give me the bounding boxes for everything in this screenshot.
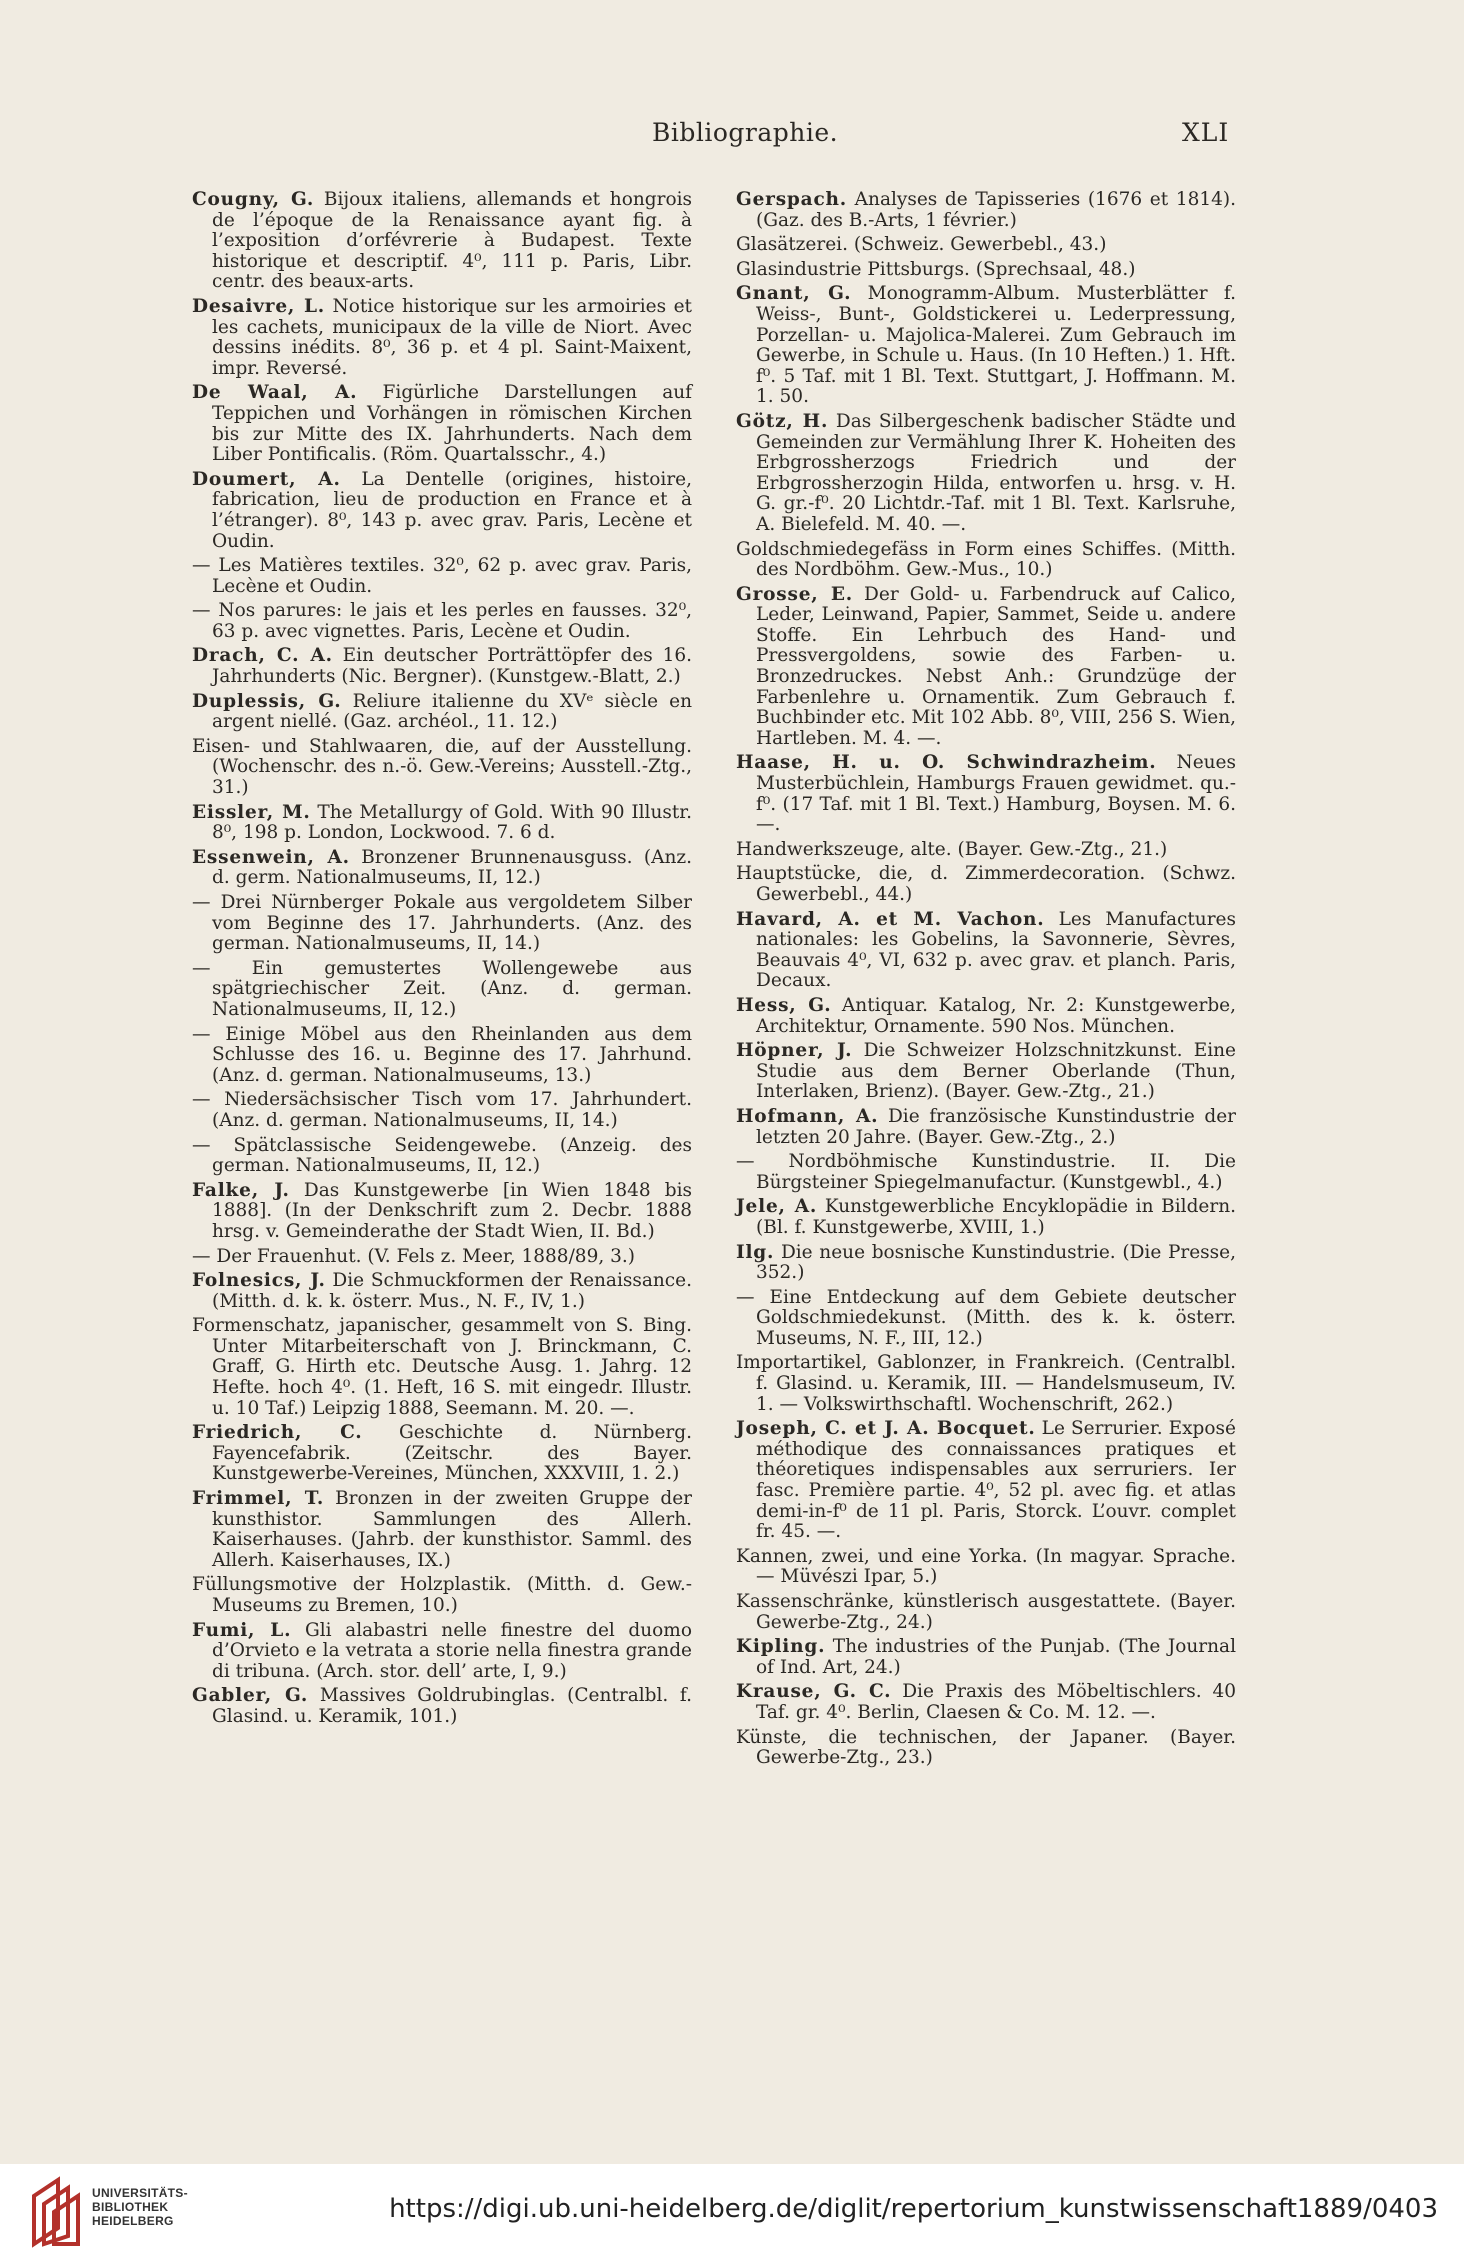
- bibliography-entry: [736, 910, 1236, 992]
- entry-text: — Einige Möbel aus den Rheinlanden aus dem Schlusse des 16. u. Beginne des 17. Jahrhund. (Anz. d. german. Nationalmuseums, 13.): [192, 1023, 692, 1086]
- bibliography-entry: [192, 1025, 692, 1087]
- bibliography-entry: [192, 1575, 692, 1616]
- entry-text: Formenschatz, japanischer, gesammelt von S. Bing. Unter Mitarbeiterschaft von J. Brinckmann, C. Graff, G. Hirth etc. Deutsche Ausg. 1. Jahrg. 12 Hefte. hoch 4⁰. (1. Heft, 16 S. mit eingedr. Illustr. u. 10 Taf.) Leipzig 1888, Seemann. M. 20. —.: [192, 1315, 692, 1419]
- footer-bar: [0, 2164, 1464, 2264]
- entry-text: Reliure italienne du XVᵉ siècle en argent niellé. (Gaz. archéol., 11. 12.): [212, 690, 692, 733]
- bibliography-entry: [736, 260, 1236, 281]
- bibliography-entry: [192, 1686, 692, 1727]
- bibliography-entry: [736, 1288, 1236, 1350]
- entry-author: Friedrich, C.: [192, 1422, 363, 1444]
- bibliography-entry: [736, 1197, 1236, 1238]
- bibliography-entry: [192, 1181, 692, 1243]
- entry-author: Doumert, A.: [192, 468, 341, 490]
- library-name-line: UNIVERSITÄTS-: [92, 2186, 188, 2200]
- entry-text: Ein deutscher Porträttöpfer des 16. Jahrhunderts (Nic. Bergner). (Kunstgew.-Blatt, 2.): [212, 645, 692, 688]
- bibliography-entry: [736, 540, 1236, 581]
- bibliography-entry: [736, 1728, 1236, 1769]
- library-logo-icon: [30, 2176, 84, 2248]
- bibliography-entry: [736, 753, 1236, 835]
- bibliography-entry: [736, 284, 1236, 408]
- page-number: XLI: [1182, 118, 1230, 147]
- entry-author: Höpner, J.: [736, 1040, 853, 1062]
- entry-text: Bronzen in der zweiten Gruppe der kunsthistor. Sammlungen des Allerh. Kaiserhauses. (Jahrb. der kunsthistor. Samml. des Allerh. Kaiserhauses, IX.): [212, 1488, 692, 1571]
- right-column: [736, 190, 1236, 1773]
- entry-author: Kipling.: [736, 1636, 826, 1658]
- entry-text: — Drei Nürnberger Pokale aus vergoldetem Silber vom Beginne des 17. Jahrhunderts. (Anz. des german. Nationalmuseums, II, 14.): [192, 892, 692, 955]
- entry-text: Monogramm-Album. Musterblätter f. Weiss-, Bunt-, Goldstickerei u. Lederpressung, Porzellan- u. Majolica-Malerei. Zum Gebrauch im Gewerbe, in Schule u. Haus. (In 10 Heften.) 1. Hft. f⁰. 5 Taf. mit 1 Bl. Text. Stuttgart, J. Hoffmann. M. 1. 50.: [756, 283, 1236, 408]
- entry-text: — Nos parures: le jais et les perles en fausses. 32⁰, 63 p. avec vignettes. Paris, Lecène et Oudin.: [192, 600, 692, 642]
- bibliography-entry: [192, 1423, 692, 1485]
- entry-text: — Ein gemustertes Wollengewebe aus spätgriechischer Zeit. (Anz. d. german. Nationalmuseums, II, 12.): [192, 957, 692, 1020]
- bibliography-entry: [192, 1489, 692, 1571]
- entry-text: Das Kunstgewerbe [in Wien 1848 bis 1888]. (In der Denkschrift zum 2. Decbr. 1888 hrsg. v. Gemeinderathe der Stadt Wien, II. Bd.): [212, 1179, 692, 1242]
- entry-text: Goldschmiedegefäss in Form eines Schiffes. (Mitth. des Nordböhm. Gew.-Mus., 10.): [736, 538, 1236, 581]
- bibliography-entry: [192, 556, 692, 597]
- bibliography-entry: [192, 848, 692, 889]
- entry-text: Antiquar. Katalog, Nr. 2: Kunstgewerbe, Architektur, Ornamente. 590 Nos. München.: [756, 994, 1236, 1037]
- bibliography-entry: [736, 1041, 1236, 1103]
- entry-text: Neues Musterbüchlein, Hamburgs Frauen gewidmet. qu.-f⁰. (17 Taf. mit 1 Bl. Text.) Hamburg, Boysen. M. 6. —.: [756, 752, 1236, 836]
- entry-text: Le Serrurier. Exposé méthodique des connaissances pratiques et théoretiques indispensables aux serruriers. Ier fasc. Première partie. 4⁰, 52 pl. avec fig. et atlas demi-in-f⁰ de 11 pl. Paris, Storck. L’ouvr. complet fr. 45. —.: [756, 1418, 1236, 1543]
- page-title: Bibliographie.: [652, 118, 839, 147]
- entry-text: — Eine Entdeckung auf dem Gebiete deutscher Goldschmiedekunst. (Mitth. des k. k. österr. Museums, N. F., III, 12.): [736, 1286, 1236, 1349]
- entry-author: Eissler, M.: [192, 801, 311, 823]
- entry-author: Joseph, C. et J. A. Bocquet.: [736, 1418, 1036, 1440]
- bibliography-entry: [192, 893, 692, 955]
- bibliography-entry: [736, 1419, 1236, 1543]
- bibliography-entry: [736, 864, 1236, 905]
- entry-author: Frimmel, T.: [192, 1488, 325, 1510]
- entry-text: Kannen, zwei, und eine Yorka. (In magyar. Sprache. — Müvészi Ipar, 5.): [736, 1545, 1236, 1588]
- entry-text: — Spätclassische Seidengewebe. (Anzeig. des german. Nationalmuseums, II, 12.): [192, 1134, 692, 1177]
- entry-text: Die neue bosnische Kunstindustrie. (Die Presse, 352.): [756, 1241, 1236, 1284]
- bibliography-entry: [192, 1316, 692, 1419]
- left-column: [192, 190, 692, 1732]
- entry-text: — Der Frauenhut. (V. Fels z. Meer, 1888/89, 3.): [192, 1245, 635, 1267]
- library-name: [92, 2186, 188, 2228]
- entry-author: Gnant, G.: [736, 283, 852, 305]
- entry-author: Havard, A. et M. Vachon.: [736, 908, 1045, 930]
- entry-text: — Niedersächsischer Tisch vom 17. Jahrhundert. (Anz. d. german. Nationalmuseums, II, 14.): [192, 1089, 692, 1131]
- entry-text: Hauptstücke, die, d. Zimmerdecoration. (Schwz. Gewerbebl., 44.): [736, 863, 1236, 905]
- bibliography-entry: [192, 1271, 692, 1312]
- entry-author: Götz, H.: [736, 410, 829, 432]
- entry-author: Cougny, G.: [192, 189, 315, 210]
- entry-text: Die Schweizer Holzschnitzkunst. Eine Studie aus dem Berner Oberlande (Thun, Interlaken, Brienz). (Bayer. Gew.-Ztg., 21.): [756, 1040, 1236, 1103]
- running-header: [0, 118, 1464, 158]
- bibliography-entry: [192, 1136, 692, 1177]
- entry-text: Handwerkszeuge, alte. (Bayer. Gew.-Ztg., 21.): [736, 838, 1168, 860]
- entry-text: La Dentelle (origines, histoire, fabrication, lieu de production en France et à l’étranger). 8⁰, 143 p. avec grav. Paris, Lecène et Oudin.: [212, 468, 692, 552]
- bibliography-entry: [736, 1353, 1236, 1415]
- bibliography-entry: [736, 840, 1236, 861]
- entry-author: Hess, G.: [736, 994, 832, 1016]
- bibliography-entry: [736, 1243, 1236, 1284]
- entry-text: Kunstgewerbliche Encyklopädie in Bildern. (Bl. f. Kunstgewerbe, XVIII, 1.): [756, 1196, 1237, 1238]
- bibliography-entry: [736, 1637, 1236, 1678]
- entry-text: Die französische Kunstindustrie der letzten 20 Jahre. (Bayer. Gew.-Ztg., 2.): [756, 1105, 1236, 1148]
- bibliography-entry: [192, 297, 692, 379]
- library-name-line: BIBLIOTHEK: [92, 2200, 169, 2214]
- bibliography-entry: [192, 601, 692, 642]
- entry-author: Duplessis, G.: [192, 690, 342, 712]
- bibliography-entry: [192, 1090, 692, 1131]
- bibliography-entry: [736, 412, 1236, 536]
- library-name-line: HEIDELBERG: [92, 2214, 174, 2228]
- bibliography-entry: [192, 692, 692, 733]
- entry-text: Eisen- und Stahlwaaren, die, auf der Ausstellung. (Wochenschr. des n.-ö. Gew.-Vereins; Ausstell.-Ztg., 31.): [192, 735, 692, 799]
- entry-text: — Les Matières textiles. 32⁰, 62 p. avec grav. Paris, Lecène et Oudin.: [192, 555, 692, 597]
- entry-author: Gerspach.: [736, 189, 848, 210]
- entry-text: Bronzener Brunnenausguss. (Anz. d. germ. Nationalmuseums, II, 12.): [212, 846, 692, 889]
- entry-author: Folnesics, J.: [192, 1270, 326, 1292]
- bibliography-entry: [192, 190, 692, 293]
- bibliography-entry: [192, 470, 692, 552]
- entry-text: Gli alabastri nelle finestre del duomo d’Orvieto e la vetrata a storie nella finestra grande di tribuna. (Arch. stor. dell’ arte, I, 9.): [212, 1619, 692, 1682]
- entry-author: Haase, H. u. O. Schwindrazheim.: [736, 752, 1157, 774]
- entry-text: Geschichte d. Nürnberg. Fayencefabrik. (Zeitschr. des Bayer. Kunstgewerbe-Vereines, München, XXXVIII, 1. 2.): [212, 1422, 692, 1485]
- bibliography-entry: [736, 1682, 1236, 1723]
- entry-author: Drach, C. A.: [192, 645, 333, 667]
- bibliography-entry: [736, 1107, 1236, 1148]
- entry-text: Füllungsmotive der Holzplastik. (Mitth. d. Gew.-Museums zu Bremen, 10.): [192, 1574, 692, 1616]
- bibliography-entry: [192, 959, 692, 1021]
- entry-text: Massives Goldrubinglas. (Centralbl. f. Glasind. u. Keramik, 101.): [212, 1685, 693, 1727]
- entry-author: De Waal, A.: [192, 382, 358, 404]
- bibliography-entry: [736, 235, 1236, 256]
- entry-author: Krause, G. C.: [736, 1681, 892, 1703]
- entry-text: Importartikel, Gablonzer, in Frankreich. (Centralbl. f. Glasind. u. Keramik, III. — Handelsmuseum, IV. 1. — Volkswirthschaftl. Wochenschrift, 262.): [736, 1352, 1236, 1415]
- bibliography-entry: [736, 1592, 1236, 1633]
- entry-author: Jele, A.: [736, 1196, 818, 1218]
- entry-text: Die Schmuckformen der Renaissance. (Mitth. d. k. k. österr. Mus., N. F., IV, 1.): [212, 1270, 692, 1312]
- entry-text: Kassenschränke, künstlerisch ausgestattete. (Bayer. Gewerbe-Ztg., 24.): [736, 1591, 1236, 1633]
- bibliography-entry: [192, 803, 692, 844]
- bibliography-entry: [192, 737, 692, 799]
- entry-text: Notice historique sur les armoiries et les cachets, municipaux de la ville de Niort. Avec dessins inédits. 8⁰, 36 p. et 4 pl. Saint-Maixent, impr. Reversé.: [212, 295, 692, 379]
- entry-text: Glasindustrie Pittsburgs. (Sprechsaal, 48.): [736, 258, 1136, 280]
- bibliography-entry: [736, 996, 1236, 1037]
- entry-author: Gabler, G.: [192, 1685, 309, 1707]
- entry-text: Analyses de Tapisseries (1676 et 1814). (Gaz. des B.-Arts, 1 février.): [756, 189, 1236, 231]
- entry-text: Les Manufactures nationales: les Gobelins, la Savonnerie, Sèvres, Beauvais 4⁰, VI, 632 p. avec grav. et planch. Paris, Decaux.: [756, 908, 1237, 992]
- entry-text: Der Gold- u. Farbendruck auf Calico, Leder, Leinwand, Papier, Sammet, Seide u. andere Stoffe. Ein Lehrbuch des Hand- und Pressvergoldens, sowie des Farben- u. Bronzedruckes. Nebst Anh.: Grundzüge der Farbenlehre u. Ornamentik. Zum Gebrauch f. Buchbinder etc. Mit 102 Abb. 8⁰, VIII, 256 S. Wien, Hartleben. M. 4. —.: [756, 583, 1236, 749]
- entry-author: Falke, J.: [192, 1179, 290, 1201]
- bibliography-entry: [736, 1152, 1236, 1193]
- entry-text: Glasätzerei. (Schweiz. Gewerbebl., 43.): [736, 234, 1107, 256]
- entry-text: Figürliche Darstellungen auf Teppichen und Vorhängen in römischen Kirchen bis zur Mitte des IX. Jahrhunderts. Nach dem Liber Pontificalis. (Röm. Quartalsschr., 4.): [212, 382, 692, 466]
- entry-author: Ilg.: [736, 1241, 775, 1263]
- entry-text: Künste, die technischen, der Japaner. (Bayer. Gewerbe-Ztg., 23.): [736, 1726, 1236, 1769]
- entry-author: Desaivre, L.: [192, 295, 326, 317]
- entry-author: Grosse, E.: [736, 583, 854, 605]
- bibliography-entry: [192, 1247, 692, 1268]
- bibliography-entry: [192, 383, 692, 465]
- entry-text: The industries of the Punjab. (The Journal of Ind. Art, 24.): [756, 1636, 1236, 1678]
- entry-author: Hofmann, A.: [736, 1105, 879, 1127]
- entry-author: Fumi, L.: [192, 1619, 292, 1641]
- bibliography-entry: [192, 1621, 692, 1683]
- source-url-link[interactable]: https://digi.ub.uni-heidelberg.de/diglit/repertorium_kunstwissenschaft1889/0403: [389, 2194, 1438, 2224]
- entry-text: Bijoux italiens, allemands et hongrois de l’époque de la Renaissance ayant fig. à l’exposition d’orfévrerie à Budapest. Texte historique et descriptif. 4⁰, 111 p. Paris, Libr. centr. des beaux-arts.: [212, 189, 693, 293]
- entry-text: — Nordböhmische Kunstindustrie. II. Die Bürgsteiner Spiegelmanufactur. (Kunstgewbl., 4.): [736, 1151, 1236, 1193]
- bibliography-entry: [736, 1547, 1236, 1588]
- bibliography-entry: [736, 190, 1236, 231]
- bibliography-entry: [192, 646, 692, 687]
- entry-text: Die Praxis des Möbeltischlers. 40 Taf. gr. 4⁰. Berlin, Claesen & Co. M. 12. —.: [756, 1681, 1236, 1723]
- entry-author: Essenwein, A.: [192, 846, 350, 868]
- bibliography-entry: [736, 585, 1236, 750]
- entry-text: Das Silbergeschenk badischer Städte und Gemeinden zur Vermählung Ihrer K. Hoheiten des Erbgrossherzogs Friedrich und der Erbgrossherzogin Hilda, entworfen u. hrsg. v. H. G. gr.-f⁰. 20 Lichtdr.-Taf. mit 1 Bl. Text. Karlsruhe, A. Bielefeld. M. 40. —.: [756, 410, 1237, 535]
- entry-text: The Metallurgy of Gold. With 90 Illustr. 8⁰, 198 p. London, Lockwood. 7. 6 d.: [212, 801, 692, 844]
